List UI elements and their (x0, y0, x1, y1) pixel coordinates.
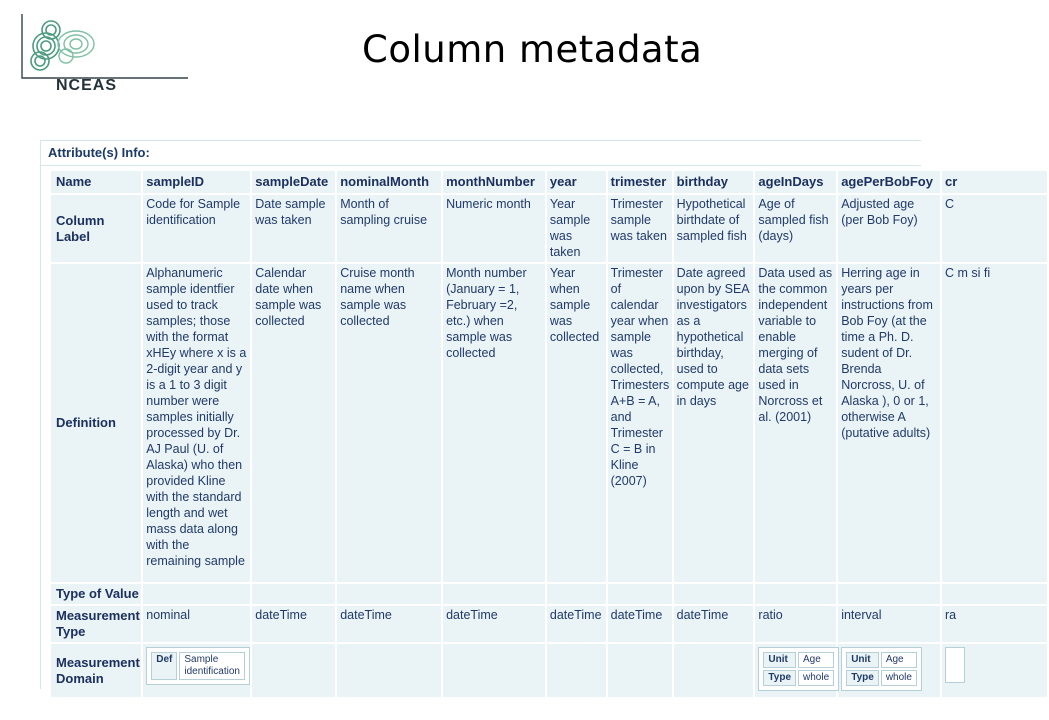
measurement-type-sampleID: nominal (143, 606, 250, 642)
column-label-cr: C (942, 195, 1047, 262)
type-of-value-cell (337, 584, 441, 604)
row-label-name: Name (51, 171, 141, 193)
measurement-type-monthNumber: dateTime (443, 606, 545, 642)
attr-name-agePerBobFoy: agePerBobFoy (838, 171, 940, 193)
type-of-value-cell (143, 584, 250, 604)
domain-type-value: whole (881, 670, 917, 686)
definition-nominalMonth: Cruise month name when sample was collected (337, 264, 441, 582)
measurement-domain-cell (674, 644, 754, 697)
domain-def-value: Sample identification (179, 652, 245, 680)
row-label-definition: Definition (51, 264, 141, 582)
measurement-type-trimester: dateTime (608, 606, 672, 642)
column-label-row (51, 195, 1047, 262)
definition-row (51, 264, 1047, 582)
measurement-type-cr: ra (942, 606, 1047, 642)
column-label-nominalMonth: Month of sampling cruise (337, 195, 441, 262)
domain-def-label: Def (151, 652, 177, 680)
column-label-year: Year sample was taken (547, 195, 606, 262)
attr-name-sampleDate: sampleDate (252, 171, 335, 193)
definition-sampleID: Alphanumeric sample identfier used to track samples; those with the format xHEy where x is a 2-digit year and y is a 1 to 3 digit number were samples initially processed by Dr. AJ Paul (U. of Alaska) who then provided Kline with the standard length and wet mass data along with the remaining sample (143, 264, 250, 582)
logo-text: NCEAS (56, 77, 118, 94)
column-label-monthNumber: Numeric month (443, 195, 545, 262)
attr-name-birthday: birthday (674, 171, 754, 193)
type-of-value-row (51, 584, 1047, 604)
measurement-type-nominalMonth: dateTime (337, 606, 441, 642)
domain-unit-box (758, 647, 839, 691)
type-of-value-cell (942, 584, 1047, 604)
type-of-value-cell (838, 584, 940, 604)
name-row (51, 171, 1047, 193)
domain-type-label: Type (763, 670, 796, 686)
measurement-domain-ageInDays (755, 644, 836, 697)
measurement-type-year: dateTime (547, 606, 606, 642)
measurement-type-row (51, 606, 1047, 642)
nceas-logo (18, 6, 188, 96)
attr-name-sampleID: sampleID (143, 171, 250, 193)
attr-name-nominalMonth: nominalMonth (337, 171, 441, 193)
column-label-agePerBobFoy: Adjusted age (per Bob Foy) (838, 195, 940, 262)
type-of-value-cell (443, 584, 545, 604)
domain-type-value: whole (798, 670, 834, 686)
measurement-domain-cell (252, 644, 335, 697)
definition-birthday: Date agreed upon by SEA investigators as a hypothetical birthday, used to compute age in days (674, 264, 754, 582)
measurement-domain-agePerBobFoy (838, 644, 940, 697)
domain-unit-value: Age (881, 652, 917, 668)
definition-agePerBobFoy: Herring age in years per instructions from Bob Foy (at the time a Ph. D. sudent of Dr. Brenda Norcross, U. of Alaska ), 0 or 1, otherwise A (putative adults) (838, 264, 940, 582)
domain-unit-box (841, 647, 922, 691)
definition-ageInDays: Data used as the common independent variable to enable merging of data sets used in Norcross et al. (2001) (755, 264, 836, 582)
row-label-column-label: Column Label (51, 195, 141, 262)
row-label-type-of-value: Type of Value (51, 584, 141, 604)
definition-trimester: Trimester of calendar year when sample was collected, Trimesters A+B = A, and Trimester C = B in Kline (2007) (608, 264, 672, 582)
measurement-domain-cell (337, 644, 441, 697)
measurement-type-sampleDate: dateTime (252, 606, 335, 642)
domain-type-label: Type (846, 670, 879, 686)
measurement-type-agePerBobFoy: interval (838, 606, 940, 642)
domain-unit-label: Unit (846, 652, 879, 668)
attr-name-year: year (547, 171, 606, 193)
attr-name-cr: cr (942, 171, 1047, 193)
panel-title: Attribute(s) Info: (48, 145, 150, 160)
measurement-domain-row (51, 644, 1047, 697)
domain-unit-label: Unit (763, 652, 796, 668)
measurement-domain-cr (942, 644, 1047, 697)
domain-def-box (146, 647, 250, 685)
attribute-info-panel (40, 140, 991, 689)
measurement-domain-cell (608, 644, 672, 697)
definition-monthNumber: Month number (January = 1, February =2, etc.) when sample was collected (443, 264, 545, 582)
attr-name-trimester: trimester (608, 171, 672, 193)
domain-unit-value: Age (798, 652, 834, 668)
attr-name-ageInDays: ageInDays (755, 171, 836, 193)
row-label-measurement-type: Measurement Type (51, 606, 141, 642)
measurement-domain-cell (443, 644, 545, 697)
measurement-domain-sampleID (143, 644, 250, 697)
measurement-type-birthday: dateTime (674, 606, 754, 642)
type-of-value-cell (252, 584, 335, 604)
definition-year: Year when sample was collected (547, 264, 606, 582)
definition-sampleDate: Calendar date when sample was collected (252, 264, 335, 582)
column-label-sampleDate: Date sample was taken (252, 195, 335, 262)
type-of-value-cell (755, 584, 836, 604)
measurement-type-ageInDays: ratio (755, 606, 836, 642)
column-label-ageInDays: Age of sampled fish (days) (755, 195, 836, 262)
row-label-measurement-domain: Measurement Domain (51, 644, 141, 697)
type-of-value-cell (608, 584, 672, 604)
panel-divider (41, 165, 921, 166)
definition-cr: C m si fi (942, 264, 1047, 582)
column-label-sampleID: Code for Sample identification (143, 195, 250, 262)
type-of-value-cell (547, 584, 606, 604)
attribute-table (49, 169, 1049, 699)
slide-title: Column metadata (362, 28, 703, 71)
type-of-value-cell (674, 584, 754, 604)
column-label-trimester: Trimester sample was taken (608, 195, 672, 262)
measurement-domain-cell (547, 644, 606, 697)
domain-unit-box (945, 647, 965, 683)
attr-name-monthNumber: monthNumber (443, 171, 545, 193)
column-label-birthday: Hypothetical birthdate of sampled fish (674, 195, 754, 262)
